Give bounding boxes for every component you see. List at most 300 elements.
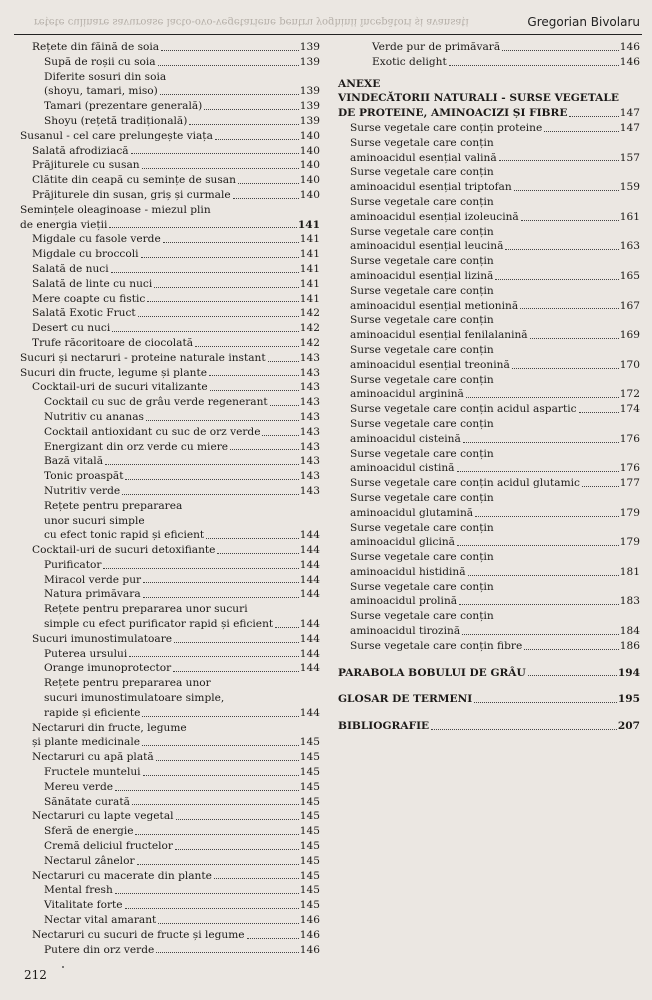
dot-leader [105,463,299,465]
toc-entry [338,180,640,195]
toc-page-number: 141 [299,248,320,261]
dot-leader [163,241,299,243]
toc-entry [338,387,640,402]
toc-entry-title: Surse vegetale care conțin [350,225,494,238]
toc-entry [338,402,640,417]
toc-page-number: 141 [299,277,320,290]
dot-leader [528,674,617,676]
dot-leader [457,544,619,546]
toc-entry-title: Susanul - cel care prelungește viața [20,129,213,142]
toc-entry-title: aminoacidul histidină [350,565,466,578]
toc-entry-continued [20,721,320,736]
toc-entry-title: Surse vegetale care conțin [350,521,494,534]
toc-entry [20,247,320,262]
dot-leader [173,670,299,672]
toc-entry-title: Putere din orz verde [44,943,155,956]
dot-leader [129,655,299,657]
toc-page-number: 146 [619,41,640,53]
toc-page-number: 140 [299,159,320,172]
dot-leader [275,626,299,628]
toc-page-number: 139 [299,55,320,68]
toc-entry [338,692,640,707]
toc-entry-title: aminoacidul arginină [350,388,464,401]
toc-entry-title: aminoacidul tirozină [350,625,461,638]
toc-entry-title: Rețete pentru prepararea [44,499,183,512]
toc-page-number: 142 [299,336,320,349]
toc-entry-continued [20,691,320,706]
dot-leader [103,567,298,569]
section-spacer [338,654,640,666]
dot-leader [238,182,299,184]
toc-page-number: 145 [299,840,320,853]
toc-entry-title: Migdale cu broccoli [32,248,139,261]
toc-entry [338,639,640,654]
toc-page-number: 143 [299,410,320,423]
dot-leader [111,271,299,273]
toc-entry-title: Nectarul zânelor [44,854,135,867]
toc-entry [20,277,320,292]
dot-leader [138,315,299,317]
dot-leader [431,728,617,730]
toc-entry [20,750,320,765]
toc-entry [338,55,640,70]
toc-entry [20,351,320,366]
page-number: 212 [24,968,47,982]
toc-entry-title: Miracol verde pur [44,573,142,586]
toc-entry-title: Energizant din orz verde cu miere [44,440,229,453]
dot-leader [463,441,619,443]
toc-page-number: 177 [619,477,640,490]
toc-page-number: 144 [299,618,320,631]
toc-entry-title: Nectaruri din fructe, legume [32,721,187,734]
toc-entry-title: Surse vegetale care conțin proteine [350,121,543,134]
toc-entry [20,824,320,839]
toc-entry [20,928,320,943]
toc-entry-title: GLOSAR DE TERMENI [338,693,473,706]
dot-leader [204,108,298,110]
dot-leader [209,374,299,376]
toc-entry-continued [20,676,320,691]
dot-leader [115,892,299,894]
toc-entry-title: aminoacidul cistină [350,462,455,475]
dot-leader [146,419,299,421]
toc-entry-title: Nutritiv verde [44,484,121,497]
toc-page-number: 139 [299,41,320,53]
dot-leader [189,123,298,125]
toc-entry-title: Purificator [44,558,102,571]
dot-leader [174,641,299,643]
toc-entry-continued [338,195,640,210]
dot-leader [122,493,299,495]
toc-entry-title: Sucuri și nectaruri - proteine naturale instant [20,351,266,364]
toc-entry-title: Cocktail-uri de sucuri vitalizante [32,381,208,394]
toc-entry-title: Semințele oleaginoase - miezul plin [20,203,211,216]
toc-entry-title: Surse vegetale care conțin [350,255,494,268]
toc-entry [20,573,320,588]
toc-entry [20,484,320,499]
toc-page-number: 207 [617,720,640,733]
toc-entry [20,543,320,558]
toc-entry-title: Mere coapte cu fistic [32,292,146,305]
toc-page-number: 145 [299,884,320,897]
toc-entry [338,106,640,121]
toc-entry-title: Prăjiturele cu susan [32,159,140,172]
toc-entry [20,218,320,233]
toc-entry-continued [338,225,640,240]
toc-entry-title: Mental fresh [44,884,113,897]
dot-leader [524,648,619,650]
toc-entry-continued [338,136,640,151]
toc-entry [338,535,640,550]
toc-entry-title: Vitalitate forte [44,899,123,912]
toc-entry [20,188,320,203]
toc-entry-continued [338,91,640,106]
toc-entry-title: Nutritiv cu ananas [44,410,144,423]
toc-entry-title: Surse vegetale care conțin [350,343,494,356]
toc-page-number: 144 [299,573,320,586]
toc-entry-title: PARABOLA BOBULUI DE GRÂU [338,666,526,679]
toc-entry [338,151,640,166]
toc-page-number: 145 [299,810,320,823]
toc-entry-title: Surse vegetale care conțin [350,195,494,208]
toc-entry [338,432,640,447]
toc-entry-title: simple cu efect purificator rapid și eficient [44,618,274,631]
toc-page-number: 143 [299,381,320,394]
dot-leader [143,774,299,776]
dot-leader [233,197,299,199]
toc-entry-title: Verde pur de primăvară [372,41,501,53]
dot-leader [466,396,619,398]
toc-page-number: 170 [619,358,640,371]
toc-entry-title: Surse vegetale care conțin [350,610,494,623]
toc-entry [20,839,320,854]
toc-entry-continued [338,373,640,388]
toc-page-number: 141 [297,218,320,231]
toc-entry [338,210,640,225]
dot-leader [495,278,618,280]
toc-page-number: 143 [299,396,320,409]
toc-page-number: 142 [299,322,320,335]
toc-entry-continued [20,70,320,85]
toc-entry-title: Fructele muntelui [44,766,141,779]
print-speck [62,966,64,968]
dot-leader [499,159,619,161]
dot-leader [262,434,298,436]
bleed-through-text: rețete culinare savuroase lacto-ovo-vegetariene pentru yoghinii începători și avansați [34,16,469,27]
toc-entry-title: aminoacidul esențial metionină [350,299,519,312]
dot-leader [137,863,299,865]
toc-entry-title: aminoacidul esențial valină [350,151,497,164]
toc-entry-continued [20,203,320,218]
toc-entry-title: aminoacidul esențial treonină [350,358,510,371]
dot-leader [569,115,618,117]
toc-entry [20,366,320,381]
toc-entry-continued [338,550,640,565]
toc-entry [20,528,320,543]
dot-leader [142,167,299,169]
toc-entry-continued [338,609,640,624]
toc-page-number: 141 [299,292,320,305]
toc-entry [20,795,320,810]
toc-page-number: 141 [299,233,320,246]
toc-entry [20,780,320,795]
toc-entry [20,321,320,336]
toc-entry-continued [338,313,640,328]
dot-leader [154,286,299,288]
toc-entry [20,144,320,159]
toc-entry-title: Cremă deliciul fructelor [44,840,173,853]
section-spacer [338,70,640,77]
toc-entry [20,410,320,425]
toc-entry-title: Clătite din ceapă cu semințe de susan [32,174,236,187]
toc-entry-title: aminoacidul esențial izoleucină [350,210,519,223]
toc-entry [338,565,640,580]
toc-entry-continued [338,343,640,358]
toc-page-number: 143 [299,366,320,379]
toc-entry-title: Orange imunoprotector [44,662,172,675]
toc-page-number: 145 [299,766,320,779]
toc-entry-title: aminoacidul prolină [350,595,458,608]
toc-entry-continued [338,165,640,180]
toc-entry-title: aminoacidul esențial triptofan [350,181,512,194]
toc-page-number: 146 [619,55,640,68]
dot-leader [115,789,299,791]
toc-page-number: 143 [299,440,320,453]
page-header [14,14,642,35]
toc-entry-title: Surse vegetale care conțin [350,580,494,593]
toc-page-number: 144 [299,706,320,719]
toc-page-number: 144 [299,632,320,645]
toc-page-number: 146 [299,914,320,927]
toc-entry [338,506,640,521]
toc-entry-title: Surse vegetale care conțin acidul glutamic [350,477,580,490]
toc-entry-title: aminoacidul esențial fenilalanină [350,329,528,342]
toc-entry-title: unor sucuri simple [44,514,145,527]
dot-leader [143,596,299,598]
toc-entry-title: de energia vieții [20,218,108,231]
toc-entry-title: Puterea ursului [44,647,128,660]
toc-entry [20,425,320,440]
toc-entry [338,269,640,284]
toc-entry [338,328,640,343]
toc-entry-title: aminoacidul glutamină [350,506,474,519]
toc-left-column [20,40,320,957]
dot-leader [502,49,619,51]
dot-leader [210,389,299,391]
dot-leader [520,307,619,309]
toc-entry-title: Sucuri imunostimulatoare [32,632,173,645]
toc-entry-continued [338,284,640,299]
dot-leader [131,152,299,154]
dot-leader [214,877,299,879]
toc-page-number: 145 [299,795,320,808]
toc-page-number: 157 [619,151,640,164]
toc-entry-title: Surse vegetale care conțin [350,314,494,327]
toc-entry [20,306,320,321]
toc-entry [338,299,640,314]
toc-entry-title: Surse vegetale care conțin [350,373,494,386]
toc-entry-title: ANEXE [338,77,381,90]
toc-page-number: 159 [619,181,640,194]
toc-entry-title: aminoacidul esențial leucină [350,240,504,253]
toc-entry [20,84,320,99]
toc-entry-title: Migdale cu fasole verde [32,233,161,246]
dot-leader [544,130,618,132]
toc-entry-title: Sferă de energie [44,825,134,838]
toc-entry-title: aminoacidul esențial lizină [350,269,494,282]
toc-entry-title: Rețete pentru prepararea unor [44,677,211,690]
dot-leader [143,581,299,583]
toc-entry [20,292,320,307]
toc-page-number: 147 [619,121,640,134]
dot-leader [457,470,619,472]
toc-entry [20,440,320,455]
dot-leader [230,448,299,450]
toc-entry-continued [20,602,320,617]
toc-entry-title: Trufe răcoritoare de ciocolată [32,336,194,349]
dot-leader [247,937,299,939]
toc-page-number: 179 [619,506,640,519]
toc-entry-title: Diferite sosuri din soia [44,70,167,83]
dot-leader [125,907,299,909]
toc-entry [338,461,640,476]
toc-page-number: 181 [619,565,640,578]
toc-page-number: 176 [619,462,640,475]
toc-page-number: 163 [619,240,640,253]
toc-entry [20,913,320,928]
toc-page-number: 179 [619,536,640,549]
toc-page-number: 183 [619,595,640,608]
toc-entry-title: aminoacidul cisteină [350,432,461,445]
toc-entry-title: cu efect tonic rapid și eficient [44,529,205,542]
toc-entry-title: VINDECĂTORII NATURALI - SURSE VEGETALE [338,92,619,105]
dot-leader [156,951,298,953]
toc-entry-title: Rețete din făină de soia [32,41,160,53]
toc-entry [338,476,640,491]
toc-entry-title: Sucuri din fructe, legume și plante [20,366,207,379]
toc-entry-title: Bază vitală [44,455,104,468]
toc-entry-continued [338,580,640,595]
toc-entry [20,809,320,824]
toc-page-number: 167 [619,299,640,312]
toc-entry-title: Salată de nuci [32,262,109,275]
dot-leader [175,848,299,850]
toc-page-number: 145 [299,780,320,793]
toc-entry [20,661,320,676]
toc-entry [338,594,640,609]
dot-leader [141,256,299,258]
toc-entry-title: Desert cu nuci [32,322,111,335]
toc-page-number: 143 [299,351,320,364]
toc-entry-title: DE PROTEINE, AMINOACIZI ȘI FIBRE [338,107,568,120]
toc-page-number: 176 [619,432,640,445]
toc-page-number: 144 [299,544,320,557]
toc-page-number: 144 [299,588,320,601]
toc-entry-title: Nectaruri cu apă plată [32,751,154,764]
section-spacer [338,680,640,692]
toc-entry [20,454,320,469]
toc-entry-title: Tonic proaspăt [44,470,124,483]
toc-entry-continued [338,254,640,269]
toc-page-number: 169 [619,329,640,342]
toc-entry-title: Sănătate curată [44,795,130,808]
toc-page-number: 140 [299,174,320,187]
toc-page-number: 144 [299,647,320,660]
toc-entry-continued [338,417,640,432]
toc-entry-title: Salată de linte cu nuci [32,277,153,290]
toc-entry [20,336,320,351]
toc-entry-title: Surse vegetale care conțin fibre [350,639,523,652]
toc-entry-title: Nectaruri cu macerate din plante [32,869,212,882]
dot-leader [474,701,617,703]
toc-entry-title: Surse vegetale care conțin [350,447,494,460]
dot-leader [195,345,299,347]
toc-page-number: 145 [299,854,320,867]
toc-page-number: 139 [299,100,320,113]
toc-entry-title: Surse vegetale care conțin [350,417,494,430]
toc-entry [338,40,640,55]
toc-entry-title: Cocktail antioxidant cu suc de orz verde [44,425,261,438]
toc-page-number: 139 [299,85,320,98]
toc-entry [20,262,320,277]
toc-right-column [338,40,640,734]
toc-entry-title: Exotic delight [372,55,447,68]
toc-entry [20,854,320,869]
toc-entry [20,173,320,188]
dot-leader [142,744,299,746]
toc-page-number: 144 [299,662,320,675]
toc-entry-title: Prăjiturele din susan, griș și curmale [32,188,231,201]
dot-leader [530,337,619,339]
toc-entry [20,647,320,662]
toc-page-number: 145 [299,751,320,764]
dot-leader [156,759,299,761]
toc-entry [20,898,320,913]
toc-entry-continued [338,447,640,462]
toc-entry-title: BIBLIOGRAFIE [338,720,430,733]
toc-entry [20,706,320,721]
dot-leader [142,715,298,717]
toc-entry-title: Surse vegetale care conțin [350,284,494,297]
dot-leader [270,404,299,406]
toc-page-number: 165 [619,269,640,282]
toc-page-number: 195 [617,693,640,706]
toc-entry-title: rapide și eficiente [44,706,141,719]
dot-leader [215,138,299,140]
dot-leader [512,367,619,369]
dot-leader [206,537,299,539]
toc-page-number: 184 [619,625,640,638]
toc-entry [20,883,320,898]
running-header-author: Gregorian Bivolaru [527,15,640,29]
section-spacer [338,707,640,719]
toc-entry [338,666,640,681]
toc-entry-title: (shoyu, tamari, miso) [44,85,158,98]
toc-entry [338,719,640,734]
toc-entry [20,765,320,780]
toc-entry-title: și plante medicinale [32,736,140,749]
toc-page-number: 143 [299,484,320,497]
toc-page-number: 172 [619,388,640,401]
toc-entry-title: Salată Exotic Fruct [32,307,136,320]
toc-entry-title: Surse vegetale care conțin [350,136,494,149]
dot-leader [109,226,297,228]
dot-leader [132,803,299,805]
toc-entry [20,232,320,247]
toc-entry-title: Natura primăvara [44,588,141,601]
dot-leader [579,411,619,413]
toc-entry [20,558,320,573]
